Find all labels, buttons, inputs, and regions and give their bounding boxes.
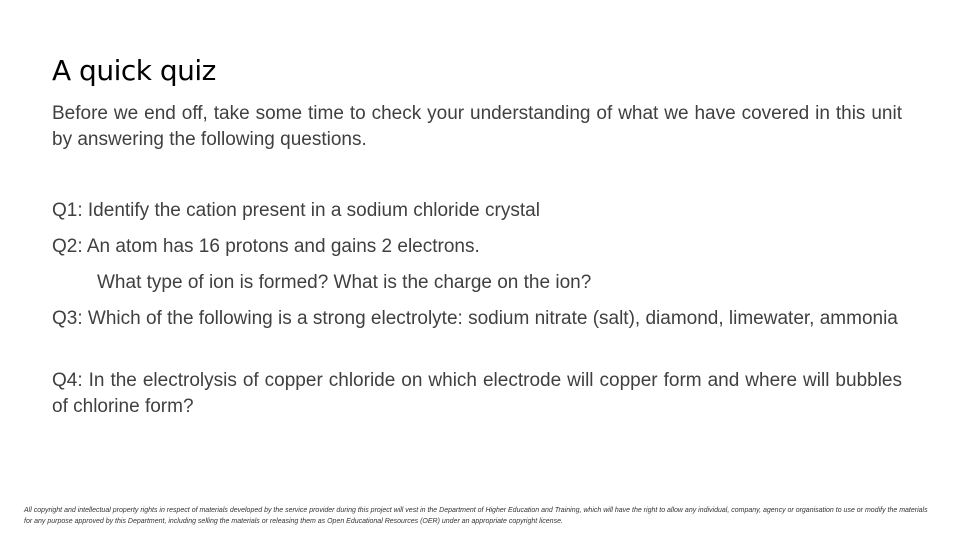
intro-paragraph: Before we end off, take some time to check your understanding of what we have covered in this unit by answering the following questions. — [52, 103, 902, 150]
question-2-line-1: Q2: An atom has 16 protons and gains 2 electrons. — [52, 236, 480, 257]
copyright-footer: All copyright and intellectual property rights in respect of materials developed by the service provider during this project will vest in the Department of Higher Education and Training, which will have the right to allow any individual, company, agency or organisation to use or modify the materials for any purpose approved by this Department, including selling the materials or releasing them as Open Educational Resources (OER) under an appropriate copyright license. — [24, 507, 928, 525]
question-1: Q1: Identify the cation present in a sodium chloride crystal — [52, 200, 540, 221]
slide-title: A quick quiz — [52, 54, 216, 87]
question-3: Q3: Which of the following is a strong electrolyte: sodium nitrate (salt), diamond, limewater, ammonia — [52, 308, 898, 329]
question-4: Q4: In the electrolysis of copper chloride on which electrode will copper form and where will bubbles of chlorine form? — [52, 370, 902, 417]
question-2-line-2: What type of ion is formed? What is the charge on the ion? — [97, 272, 592, 293]
